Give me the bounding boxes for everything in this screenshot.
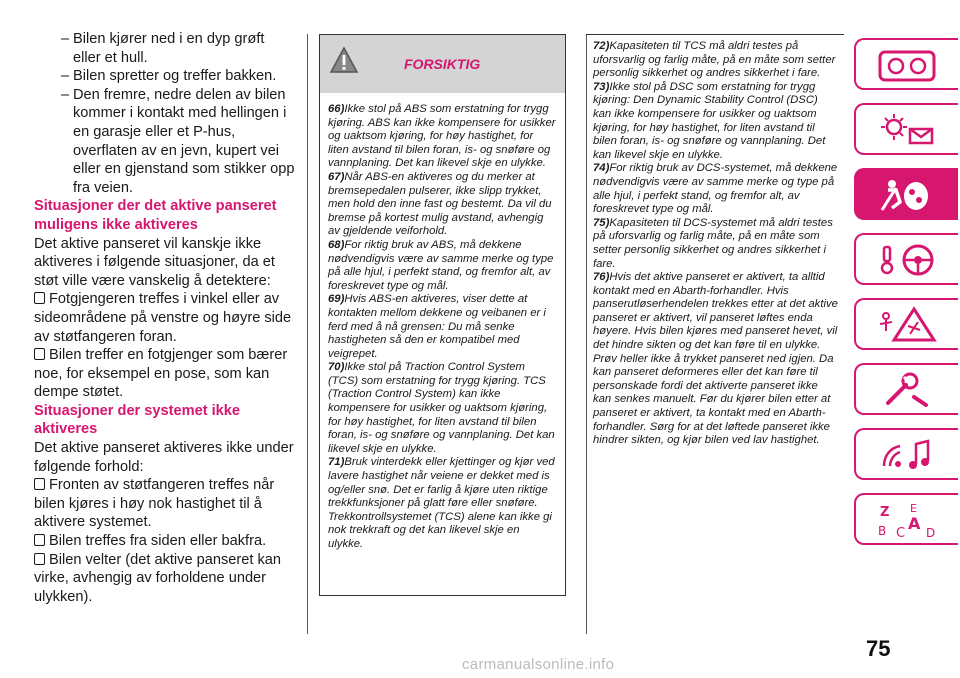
column-divider	[307, 34, 308, 634]
section-heading: Situasjoner der det aktive panseret muligens ikke aktiveres	[34, 198, 277, 233]
bullet-item: Fotgjengeren treffes i vinkel eller av sideområdene på venstre og høyre side av støtfangeren foran.	[34, 291, 292, 345]
maintenance-icon	[874, 371, 940, 409]
svg-text:B: B	[878, 524, 887, 538]
note-number: 73)	[593, 80, 610, 93]
note-text: Hvis det aktive panseret er aktivert, ta alltid kontakt med en Abarth-forhandler. Hvis panserutløserhendelen trekkes etter at det aktive panseret er aktivert, vil panseret løftes enda høyere. Hvis bilen kjøres med panseret hevet, vil det hindre sikten og det kan føre til en ulykke. Prøv heller ikke å trykket panseret ned igjen. Da kan panseret deformeres eller det kan føre til personskade fordi det aktiverte panseret ikke kan senkes manuelt. Før du kjører bilen etter at panseret er aktivert, ta kontakt med en Abarth-forhandler. Sørg for at det løftede panseret ikke hindrer sikten, og kjør bilen ved lav hastighet.	[593, 271, 838, 447]
note-item	[593, 217, 839, 271]
main-column	[34, 30, 296, 606]
column-divider	[586, 34, 587, 634]
warning-triangle-icon	[329, 46, 359, 74]
note-number: 66)	[328, 103, 345, 115]
note-item	[328, 361, 557, 456]
note-text: Ikke stol på DSC som erstatning for trygg kjøring: Den Dynamic Stability Control (DSC) kan ikke kompensere for usikker og uaktsom kjøring, for høy hastighet, for liten avstand til bilen foran, is- og snøføre og vannplaning. Det kan likevel skje en ulykke.	[593, 80, 826, 161]
note-text: Når ABS-en aktiveres og du merker at bremsepedalen pulserer, ikke slipp trykket, men hold den inne fast og bestemt. Da vil du bremse på kortest mulig avstand, avhengig av gjeldende veiforhold.	[328, 170, 552, 238]
caution-title: FORSIKTIG	[404, 56, 481, 72]
note-text: For riktig bruk av DCS-systemet, må dekkene nødvendigvis være av samme merke og type på alle hjul, i perfekt stand, og fremfor alt, av foreskrevet type og mål.	[593, 162, 838, 216]
note-text: Ikke stol på ABS som erstatning for trygg kjøring. ABS kan ikke kompensere for usikker og uaktsom kjøring, for høy hastighet, for liten avstand til bilen foran, is- og snøføre og vannplaning. Det kan likevel skje en ulykke.	[328, 103, 556, 170]
note-number: 74)	[593, 162, 610, 175]
note-item	[328, 293, 557, 361]
note-text: Bruk vinterdekk eller kjettinger og kjør ved lavere hastighet når veiene er dekket med is og/eller snø. Det er farlig å kjøre uten riktige trekkfunksjoner på glatt føre eller snøføre. Trekkontrollsystemet (TCS) alene kan ikke gi nok trekkraft og det kan likevel skje en ulykke.	[328, 456, 555, 550]
tab-safety[interactable]	[854, 168, 958, 220]
paragraph: Det aktive panseret aktiveres ikke under følgende forhold:	[34, 440, 294, 475]
dashboard-icon	[874, 46, 940, 84]
note-item	[593, 162, 839, 216]
tab-dashboard[interactable]	[854, 38, 958, 90]
starting-driving-icon	[874, 241, 940, 279]
watermark-text: carmanualsonline.info	[462, 656, 615, 673]
svg-text:Z: Z	[880, 505, 890, 520]
note-number: 72)	[593, 40, 610, 52]
caution-notes	[320, 93, 565, 552]
note-text: Kapasiteten til TCS må aldri testes på uforsvarlig og farlig måte, på en måte som setter personlig sikkerhet og andres sikkerhet i fare.	[593, 40, 836, 80]
dash-item: – Den fremre, nedre delen av bilen kommer i kontakt med hellingen i en garasje eller et P-hus, overflaten av en jevn, kupert vei eller en gjenstand som stikker opp fra veien.	[61, 86, 295, 196]
svg-text:C: C	[896, 526, 906, 539]
emergency-icon	[874, 306, 940, 344]
note-text: Hvis ABS-en aktiveres, viser dette at kontakten mellom dekkene og veibanen er i ferd med å nå grensen: Du må senke hastigheten så den er kompatibel med veigrepet.	[328, 293, 546, 360]
tab-starting-driving[interactable]	[854, 233, 958, 285]
page-number: 75	[866, 636, 891, 661]
note-item	[328, 171, 557, 239]
caution-box	[319, 34, 566, 596]
svg-text:A: A	[908, 514, 921, 533]
dash-item: – Bilen kjører ned i en dyp grøft eller et hull.	[61, 31, 265, 66]
checkbox-bullet-icon	[34, 292, 45, 304]
note-item	[328, 239, 557, 293]
note-number: 75)	[593, 216, 610, 229]
svg-text:D: D	[926, 526, 936, 539]
note-number: 70)	[328, 361, 345, 374]
tab-multimedia[interactable]	[854, 428, 958, 480]
note-item	[593, 81, 839, 163]
bullet-item: Fronten av støtfangeren treffes når bilen kjøres i høy nok hastighet til å aktivere systemet.	[34, 477, 275, 531]
note-text: Ikke stol på Traction Control System (TCS) som erstatning for trygg kjøring. TCS (Traction Control System) kan ikke kompensere for usikker og uaktsom kjøring, for høy hastighet, for liten avstand til bilen foran, is- og snøføre og vannplaning. Det kan likevel skje en ulykke.	[328, 361, 555, 455]
tab-warning-lights[interactable]	[854, 103, 958, 155]
caution-header	[320, 35, 565, 93]
note-number: 67)	[328, 170, 345, 183]
note-item	[328, 456, 557, 551]
note-number: 68)	[328, 238, 345, 251]
checkbox-bullet-icon	[34, 553, 45, 565]
checkbox-bullet-icon	[34, 348, 45, 360]
svg-text:E: E	[910, 502, 917, 515]
warning-lights-icon	[874, 111, 940, 149]
tab-maintenance[interactable]	[854, 363, 958, 415]
note-item	[328, 103, 557, 171]
checkbox-bullet-icon	[34, 534, 45, 546]
tab-index[interactable]	[854, 493, 958, 545]
note-number: 76)	[593, 271, 610, 284]
section-heading: Situasjoner der systemet ikke aktiveres	[34, 402, 241, 438]
note-item	[593, 40, 839, 81]
paragraph: Det aktive panseret vil kanskje ikke aktiveres i følgende situasjoner, da et støt ville være vanskelig å detektere:	[34, 235, 275, 289]
note-number: 71)	[328, 456, 345, 469]
checkbox-bullet-icon	[34, 478, 45, 490]
note-text: For riktig bruk av ABS, må dekkene nødvendigvis være av samme merke og type på alle hjul, i perfekt stand, og fremfor alt, av foreskrevet type og mål.	[328, 238, 554, 292]
note-number: 69)	[328, 293, 345, 306]
column-top-rule	[586, 34, 844, 35]
safety-airbag-icon	[874, 176, 940, 214]
multimedia-icon	[874, 436, 940, 474]
note-item	[593, 271, 839, 448]
tab-emergency[interactable]	[854, 298, 958, 350]
dash-item: – Bilen spretter og treffer bakken.	[61, 68, 277, 85]
bullet-item: Bilen treffes fra siden eller bakfra.	[34, 532, 296, 551]
index-icon	[874, 501, 940, 539]
bullet-item: Bilen velter (det aktive panseret kan virke, avhengig av forholdene under ulykken).	[34, 551, 282, 605]
notes-column	[593, 40, 839, 448]
note-text: Kapasiteten til DCS-systemet må aldri testes på uforsvarlig og farlig måte, på en måte som setter personlig sikkerhet og andres sikkerhet i fare.	[593, 216, 833, 270]
bullet-item: Bilen treffer en fotgjenger som bærer noe, for eksempel en pose, som kan dempe støtet.	[34, 347, 288, 401]
